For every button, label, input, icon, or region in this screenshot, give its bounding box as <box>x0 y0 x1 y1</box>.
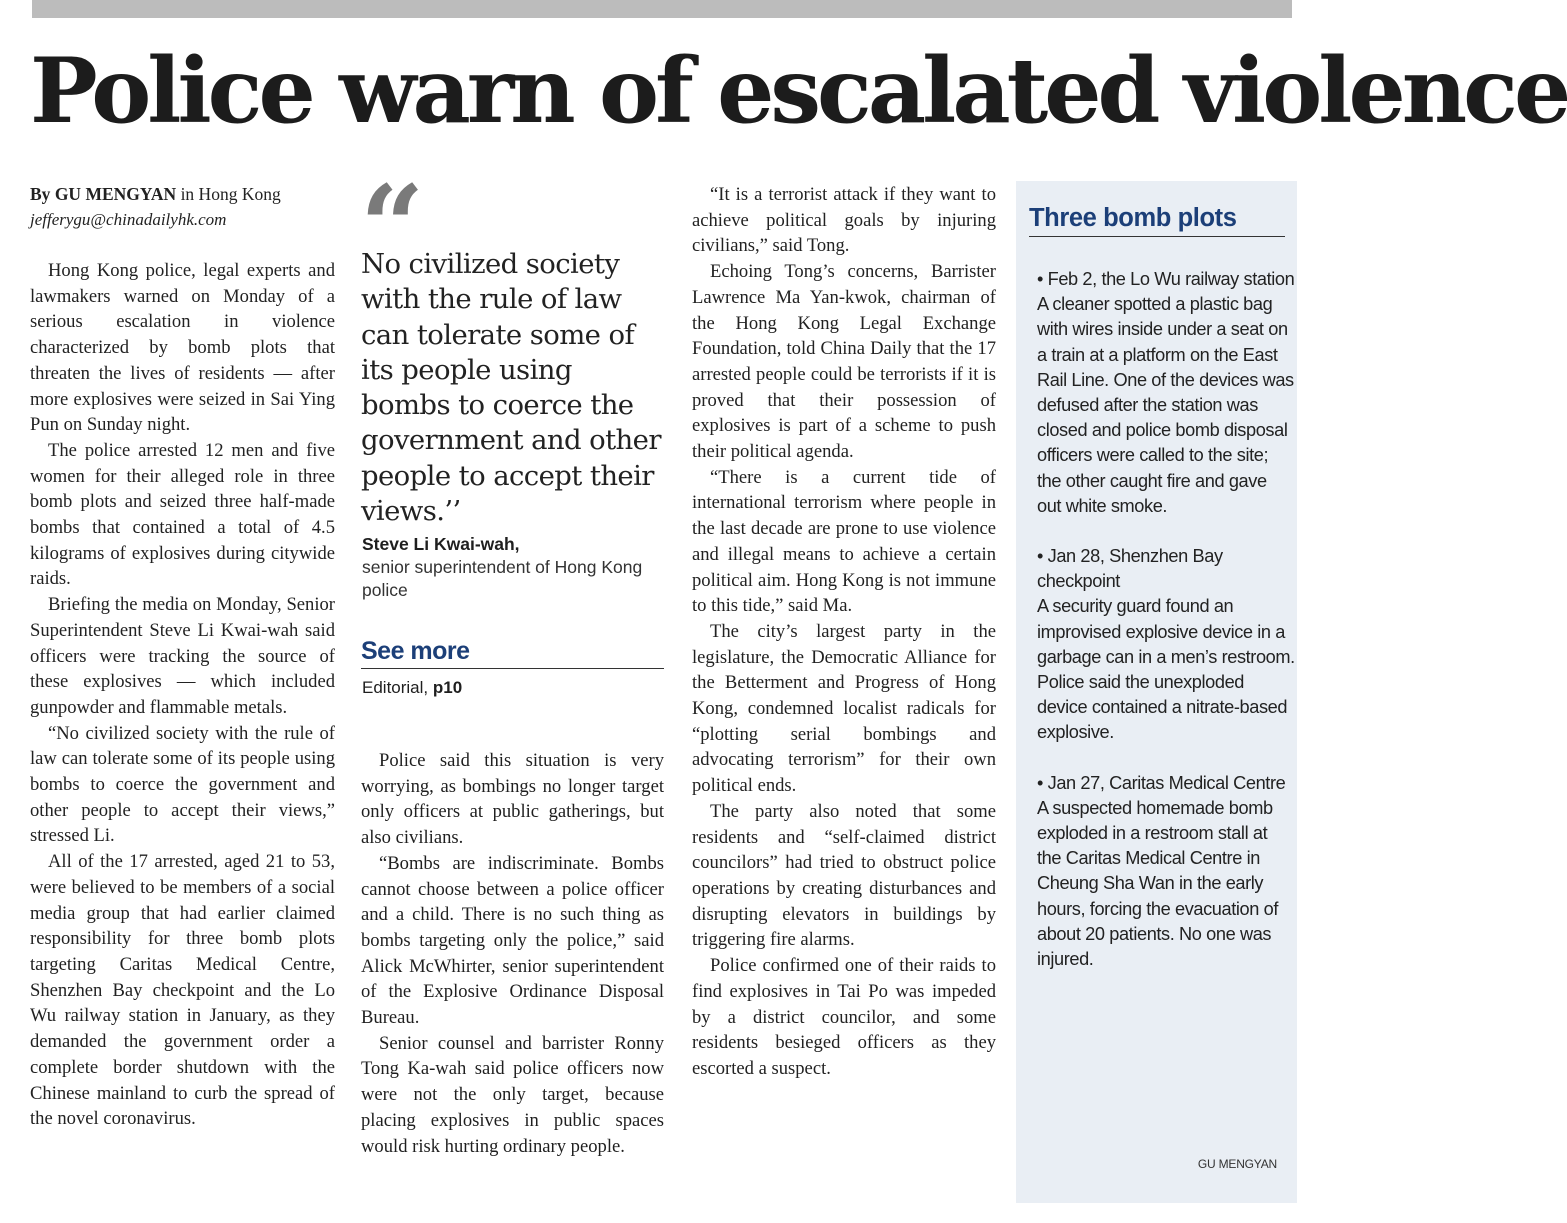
pull-quote: No civilized society with the rule of law can tolerate some of its people using bombs to coerce the government and other people to accept their views.’’ <box>361 248 661 528</box>
paragraph: The party also noted that some residents and “self-claimed district councilors” had tried to obstruct police operations by creating disturbances and disrupting elevators in buildings by triggering fire alarms. <box>692 800 996 951</box>
sidebar-title: Three bomb plots <box>1029 200 1285 237</box>
plot-item <box>1037 267 1295 519</box>
paragraph: Senior counsel and barrister Ronny Tong Ka-wah said police officers now were not the only target, because placing explosives in public spaces would risk hurting ordinary people. <box>361 1032 664 1157</box>
author-email[interactable]: jefferygu@chinadailyhk.com <box>30 210 227 229</box>
quote-mark-icon: “ <box>360 162 425 293</box>
plot-item <box>1037 544 1295 746</box>
byline-location: in Hong Kong <box>180 184 281 204</box>
paragraph: Echoing Tong’s concerns, Barrister Lawrence Ma Yan-kwok, chairman of the Hong Kong Legal Exchange Foundation, told China Daily that the 17 arrested people could be terrorists if it is proved that their possession of explosives is part of a scheme to push their political agenda. <box>692 261 996 463</box>
article-column-1 <box>30 182 335 1132</box>
plot-item <box>1037 771 1295 973</box>
byline-author: GU MENGYAN <box>54 184 177 204</box>
plot-list <box>1037 267 1295 997</box>
see-more-reference[interactable]: Editorial, p10 <box>362 678 463 697</box>
paragraph: Police said this situation is very worrying, as bombings no longer target only officers at public gatherings, but also civilians. <box>361 750 664 849</box>
paragraph: Hong Kong police, legal experts and lawmakers warned on Monday of a serious escalation in violence characterized by bomb plots that threaten the lives of residents — after more explosives were seized in Sai Ying Pun on Sunday night. <box>30 260 335 436</box>
paragraph: The city’s largest party in the legislature, the Democratic Alliance for the Betterment and Progress of Hong Kong, condemned localist radicals for “plotting serial bombings and advocating terrorism” for their own political ends. <box>692 620 996 797</box>
pull-quote-attribution <box>362 533 662 602</box>
plot-date-location: • Jan 27, Caritas Medical Centre <box>1037 771 1295 796</box>
plot-description: A cleaner spotted a plastic bag with wires inside under a seat on a train at a platform on the East Rail Line. One of the devices was defused after the station was closed and police bomb disposal officers were called to the site; the other caught fire and gave out white smoke. <box>1037 294 1294 516</box>
article-column-3 <box>692 182 996 1082</box>
pull-quote-role: senior superintendent of Hong Kong police <box>362 557 643 600</box>
paragraph: “No civilized society with the rule of law can tolerate some of its people using bombs to coerce the government and other people to accept their views,” stressed Li. <box>30 722 335 847</box>
plot-date-location: • Feb 2, the Lo Wu railway station <box>1037 267 1295 292</box>
see-more-page: p10 <box>432 678 463 697</box>
paragraph: “Bombs are indiscriminate. Bombs cannot choose between a police officer and a child. There is no such thing as bombs targeting only the police,” said Alick McWhirter, senior superintendent of the Explosive Ordinance Disposal Bureau. <box>361 852 664 1029</box>
article-column-2 <box>361 748 664 1159</box>
plot-description: A security guard found an improvised explosive device in a garbage can in a men’s restroom. Police said the unexploded device contained a nitrate-based explosive. <box>1037 596 1295 743</box>
paragraph: “It is a terrorist attack if they want to achieve political goals by injuring civilians,” said Tong. <box>692 184 996 257</box>
plot-date-location: • Jan 28, Shenzhen Bay checkpoint <box>1037 544 1295 594</box>
pull-quote-author: Steve Li Kwai-wah, <box>362 534 520 554</box>
paragraph: The police arrested 12 men and five women for their alleged role in three bomb plots and seized three half-made bombs that contained a total of 4.5 kilograms of explosives during citywide raids. <box>30 439 335 590</box>
see-more-heading: See more <box>361 634 664 669</box>
top-rule-bar <box>32 0 1292 18</box>
sidebar-credit: GU MENGYAN <box>1197 1157 1277 1171</box>
sidebar-three-bomb-plots <box>1016 181 1297 1203</box>
plot-description: A suspected homemade bomb exploded in a restroom stall at the Caritas Medical Centre in Cheung Sha Wan in the early hours, forcing the evacuation of about 20 patients. No one was injured. <box>1037 797 1278 970</box>
byline: By GU MENGYAN in Hong Kong <box>30 184 281 204</box>
headline: Police warn of escalated violence <box>30 38 1567 144</box>
paragraph: Police confirmed one of their raids to find explosives in Tai Po was impeded by a district councilor, and some residents besieged officers as they escorted a suspect. <box>692 955 996 1079</box>
paragraph: All of the 17 arrested, aged 21 to 53, were believed to be members of a social media group that had earlier claimed responsibility for three bomb plots targeting Caritas Medical Centre, Shenzhen Bay checkpoint and the Lo Wu railway station in January, as they demanded the government order a complete border shutdown with the Chinese mainland to curb the spread of the novel coronavirus. <box>30 851 335 1130</box>
paragraph: “There is a current tide of international terrorism where people in the last decade are prone to use violence and illegal means to achieve a certain political aim. Hong Kong is not immune to this tide,” said Ma. <box>692 466 996 617</box>
paragraph: Briefing the media on Monday, Senior Superintendent Steve Li Kwai-wah said officers were tracking the source of these explosives — which included gunpowder and flammable metals. <box>30 594 335 718</box>
